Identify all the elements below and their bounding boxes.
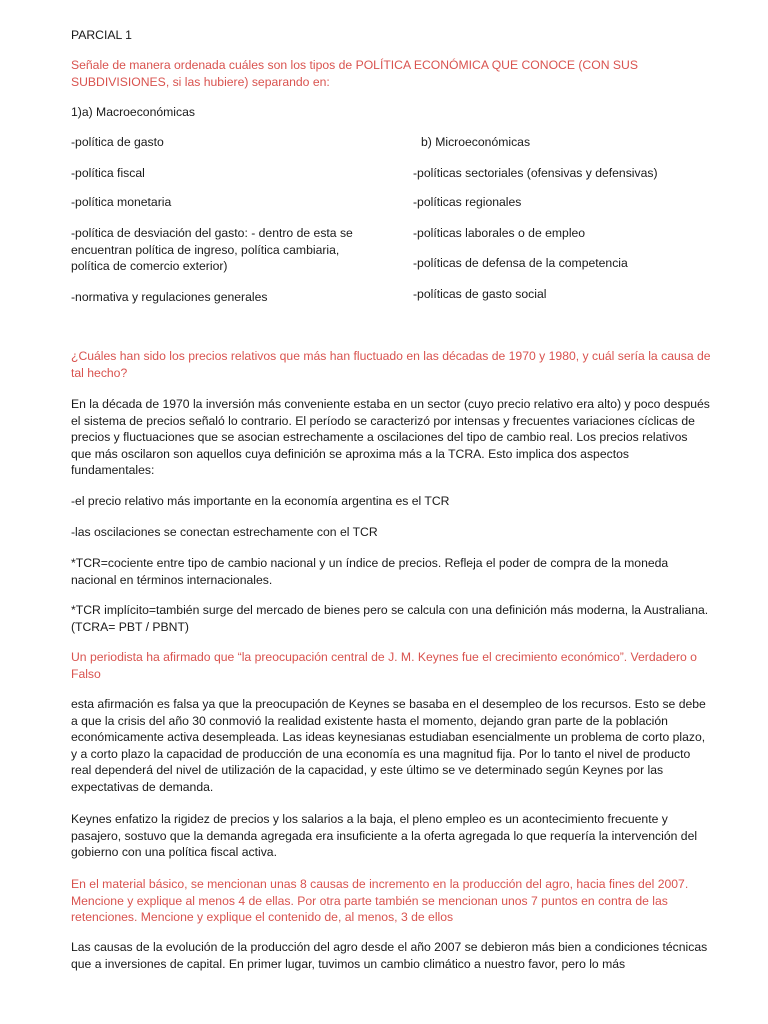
micro-item: -políticas sectoriales (ofensivas y defensivas) (413, 166, 658, 180)
macro-item: -normativa y regulaciones generales (71, 290, 268, 304)
answer-2-point: -las oscilaciones se conectan estrechamente con el TCR (71, 525, 378, 539)
micro-item: -políticas de gasto social (413, 287, 547, 301)
question-4: En el material básico, se mencionan unas 8 causas de incremento en la producción del agro, hacia fines del 2007. Mencione y explique al menos 4 de ellas. Por otra parte también se mencionan unos 7 puntos en contra de las retenciones. Mencione y explique el contenido de, al menos, 3 de ellos (71, 877, 689, 925)
macro-heading: 1)a) Macroeconómicas (71, 105, 195, 119)
macro-item: -política de desviación del gasto: - dentro de esta se encuentran política de ingreso, política cambiaria, política de comercio exterior) (71, 226, 353, 274)
answer-2-point: -el precio relativo más importante en la economía argentina es el TCR (71, 494, 450, 508)
answer-4-paragraph: Las causas de la evolución de la producción del agro desde el año 2007 se debieron más bien a condiciones técnicas que a inversiones de capital. En primer lugar, tuvimos un cambio climático a nuestro favor, pero lo más (71, 940, 708, 971)
micro-item: -políticas de defensa de la competencia (413, 256, 628, 270)
document-title: PARCIAL 1 (71, 28, 132, 42)
question-2: ¿Cuáles han sido los precios relativos que más han fluctuado en las décadas de 1970 y 1980, y cuál sería la causa de tal hecho? (71, 349, 711, 380)
micro-heading: b) Microeconómicas (421, 135, 531, 149)
answer-3-paragraph: Keynes enfatizo la rigidez de precios y los salarios a la baja, el pleno empleo es un acontecimiento frecuente y pasajero, sostuvo que la demanda agregada era insuficiente a la oferta agregada lo que requería la intervención del gobierno con una política fiscal activa. (71, 812, 698, 860)
answer-2-paragraph: En la década de 1970 la inversión más conveniente estaba en un sector (cuyo precio relativo era alto) y poco después el sistema de precios señaló lo contrario. El período se caracterizó por intensas y frecuentes variaciones cíclicas de precios y fluctuaciones que se asocian estrechamente a oscilaciones del tipo de cambio real. Los precios relativos que más oscilaron son aquellos cuya definición se aproxima más a la TCRA. Esto implica dos aspectos fundamentales: (71, 397, 710, 478)
macro-item: -política de gasto (71, 135, 164, 149)
macro-item: -política fiscal (71, 166, 145, 180)
answer-2-note: *TCR=cociente entre tipo de cambio nacional y un índice de precios. Refleja el poder de compra de la moneda nacional en términos internacionales. (71, 556, 669, 587)
micro-item: -políticas laborales o de empleo (413, 226, 586, 240)
question-1: Señale de manera ordenada cuáles son los tipos de POLÍTICA ECONÓMICA QUE CONOCE (CON SUS SUBDIVISIONES, si las hubiere) separando en: (71, 58, 638, 89)
question-3: Un periodista ha afirmado que “la preocupación central de J. M. Keynes fue el crecimiento económico”. Verdadero o Falso (71, 650, 697, 681)
macro-item: -política monetaria (71, 195, 172, 209)
micro-item: -políticas regionales (413, 195, 522, 209)
answer-2-note: *TCR implícito=también surge del mercado de bienes pero se calcula con una definición más moderna, la Australiana. (TCRA= PBT / PBNT) (71, 603, 709, 634)
answer-3-paragraph: esta afirmación es falsa ya que la preocupación de Keynes se basaba en el desempleo de los recursos. Esto se debe a que la crisis del año 30 conmovió la realidad existente hasta el momento, dejando gran parte de la población económicamente activa desempleada. Las ideas keynesianas estudiaban esencialmente un problema de corto plazo, y a corto plazo la capacidad de producción de una economía es una magnitud fija. Por lo tanto el nivel de producto real dependerá del nivel de utilización de la capacidad, y este último se ve determinado según Keynes por las expectativas de demanda. (71, 697, 706, 794)
